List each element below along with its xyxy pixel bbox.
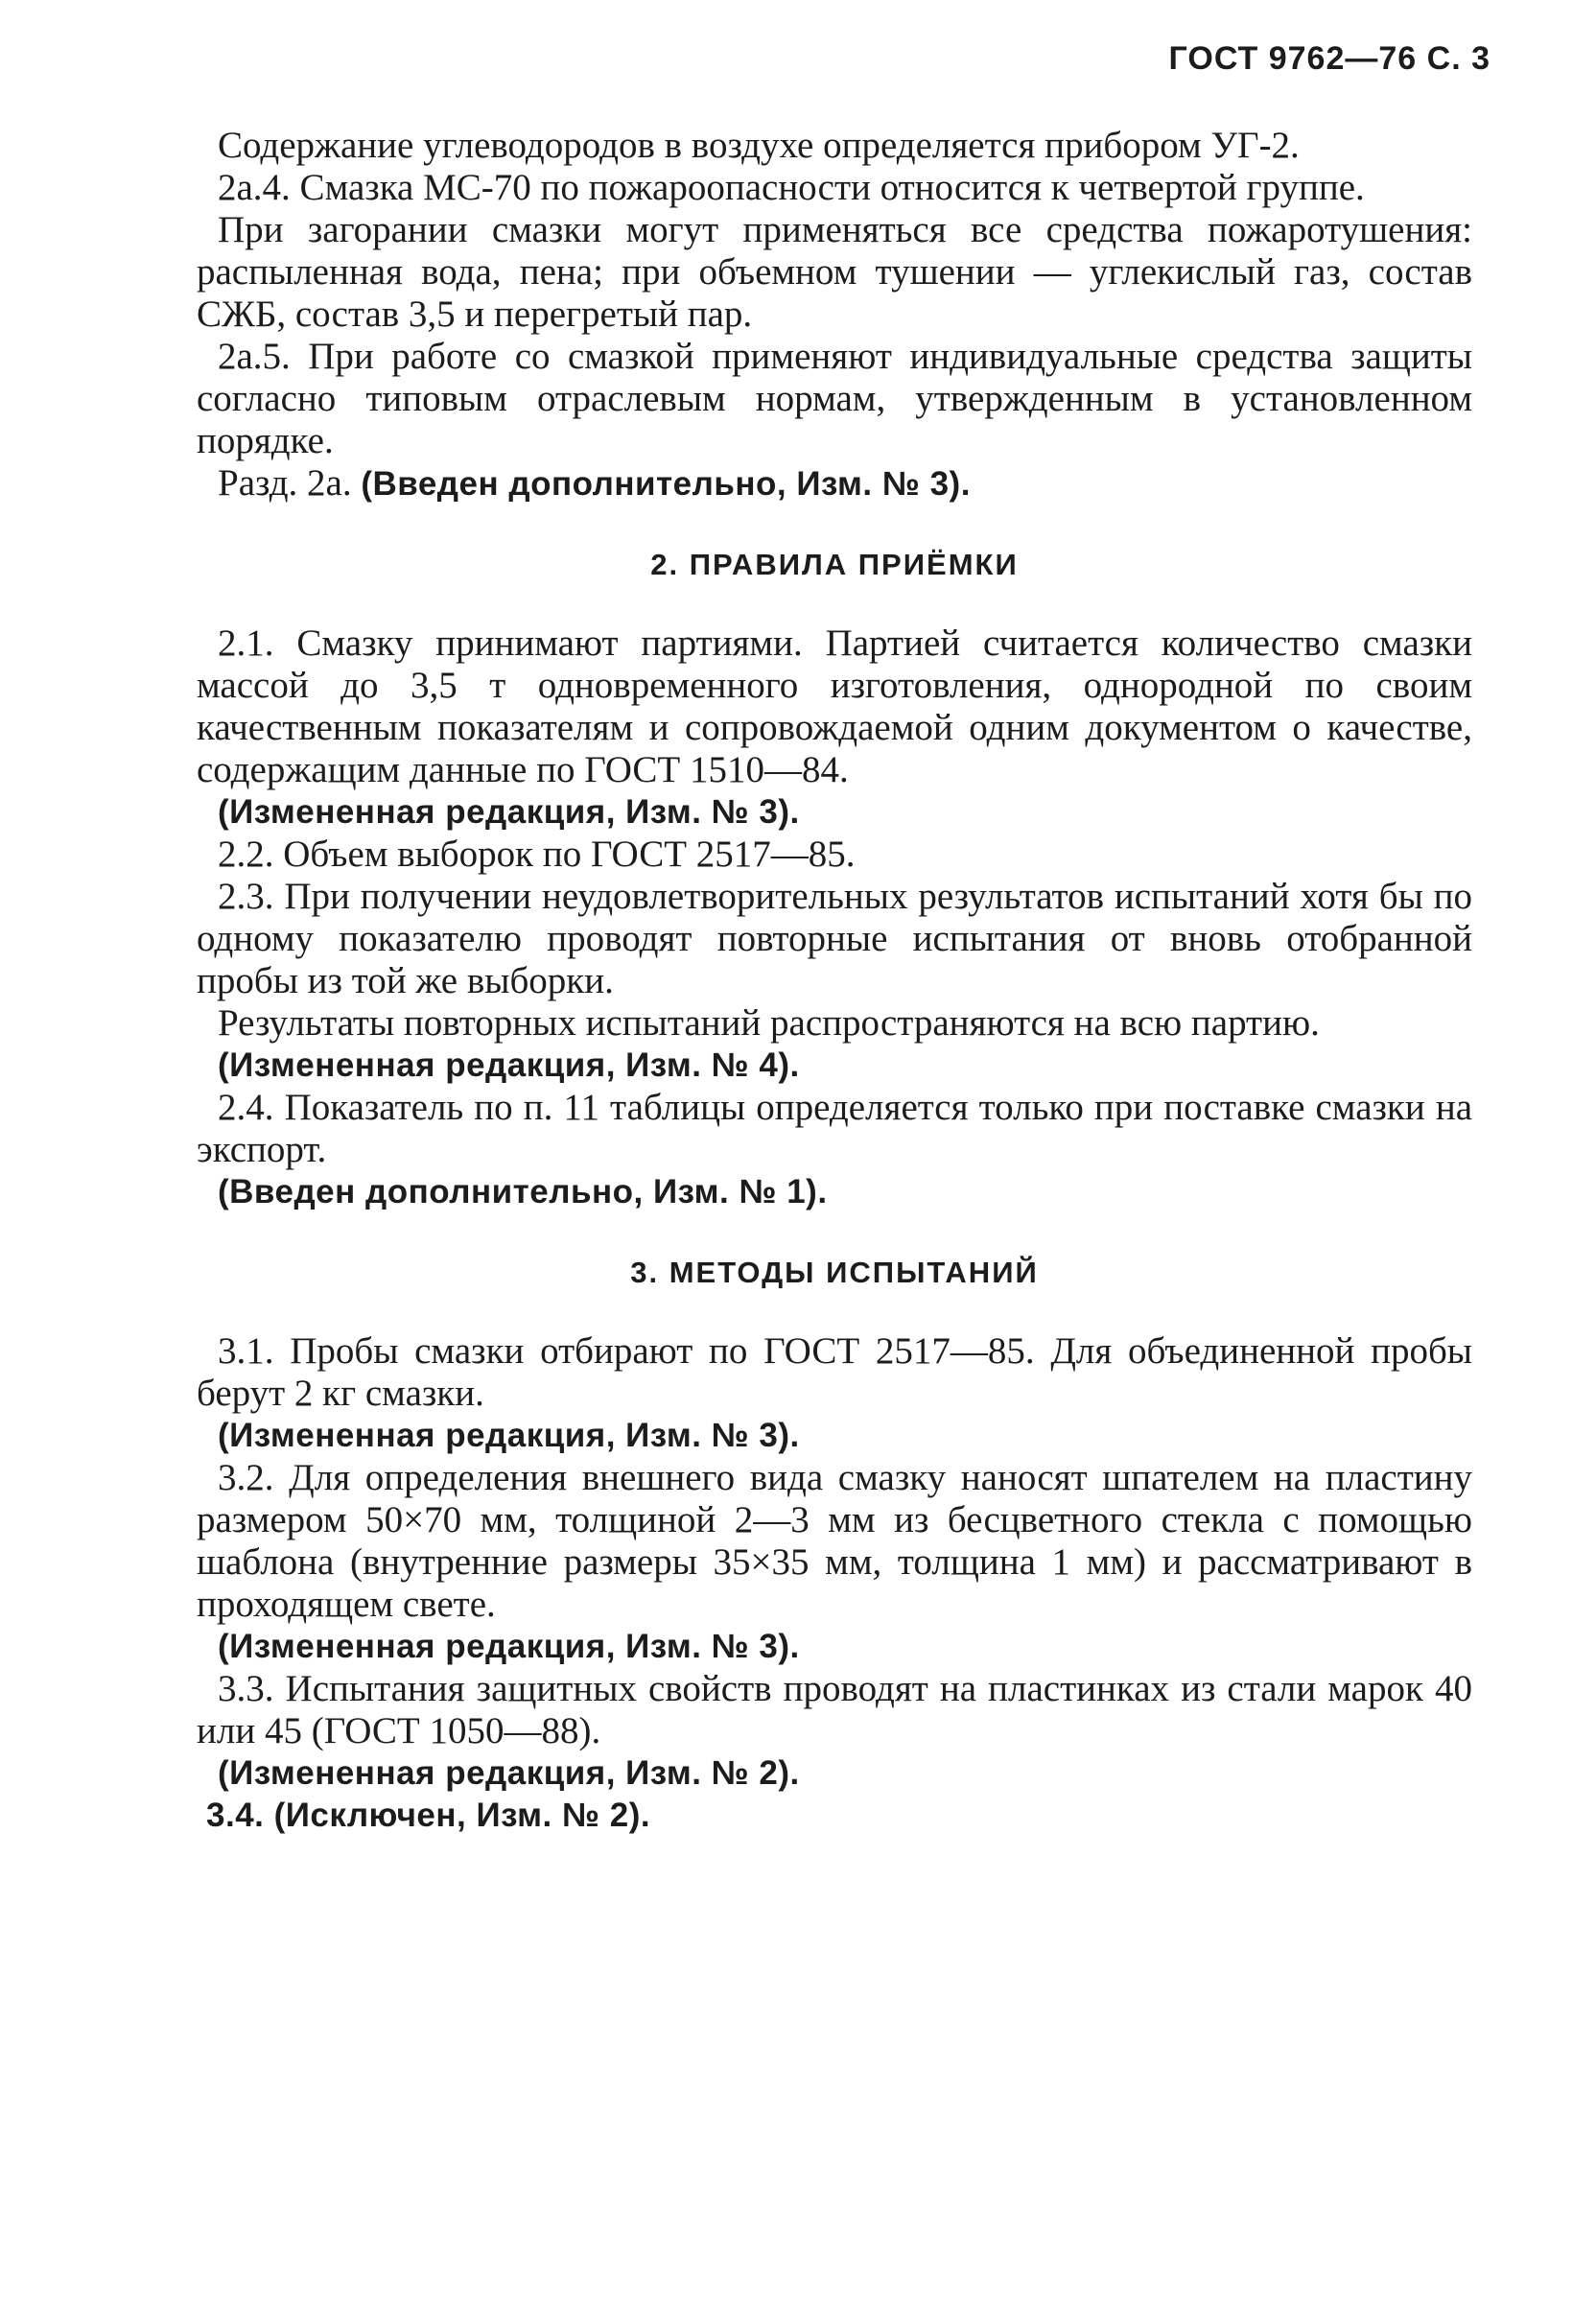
- clause-2-1: 2.1. Смазку принимают партиями. Партией считается количество смазки массой до 3,5 т одновременного изготовления, однородной по своим качественным показателям и сопровождаемой одним документом о качестве, содержащим данные по ГОСТ 1510—84.: [197, 623, 1472, 790]
- document-body: [197, 125, 1472, 1837]
- amendment-note: (Измененная редакция, Изм. № 3).: [218, 793, 800, 831]
- intro-paragraph-2: 2а.4. Смазка МС-70 по пожароопасности относится к четвертой группе.: [218, 167, 1365, 208]
- section-heading-test-methods: 3. МЕТОДЫ ИСПЫТАНИЙ: [630, 1256, 1039, 1289]
- clause-3-1: 3.1. Пробы смазки отбирают по ГОСТ 2517—85. Для объединенной пробы берут 2 кг смазки.: [197, 1330, 1472, 1414]
- intro-paragraph-5: [197, 462, 1472, 505]
- running-header: ГОСТ 9762—76 С. 3: [1168, 40, 1490, 77]
- amendment-note: (Измененная редакция, Изм. № 3).: [218, 1628, 800, 1665]
- amendment-note: (Измененная редакция, Изм. № 3).: [218, 1417, 800, 1454]
- clause-2-3-continued: Результаты повторных испытаний распространяются на всю партию.: [218, 1002, 1320, 1044]
- clause-3-4-excluded: 3.4. (Исключен, Изм. № 2).: [206, 1797, 651, 1834]
- clause-2-3: 2.3. При получении неудовлетворительных результатов испытаний хотя бы по одному показателю проводят повторные испытания от вновь отобранной пробы из той же выборки.: [197, 876, 1472, 1001]
- section-heading-acceptance: 2. ПРАВИЛА ПРИЁМКИ: [650, 548, 1019, 581]
- amendment-note: (Измененная редакция, Изм. № 2).: [218, 1754, 800, 1792]
- clause-2-2: 2.2. Объем выборок по ГОСТ 2517—85.: [218, 834, 856, 875]
- section-ref: Разд. 2а.: [218, 462, 352, 504]
- amendment-note: (Введен дополнительно, Изм. № 1).: [218, 1173, 828, 1210]
- clause-3-3: 3.3. Испытания защитных свойств проводят на пластинках из стали марок 40 или 45 (ГОСТ 1050—88).: [197, 1668, 1472, 1751]
- amendment-note: (Введен дополнительно, Изм. № 3).: [361, 465, 971, 503]
- intro-paragraph-3: При загорании смазки могут применяться все средства пожаротушения: распыленная вода, пена; при объемном тушении — углекислый газ, состав СЖБ, состав 3,5 и перегретый пар.: [197, 209, 1472, 335]
- intro-paragraph-4: 2а.5. При работе со смазкой применяют индивидуальные средства защиты согласно типовым отраслевым нормам, утвержденным в установленном порядке.: [197, 336, 1472, 461]
- amendment-note: (Измененная редакция, Изм. № 4).: [218, 1046, 800, 1084]
- intro-paragraph-1: Содержание углеводородов в воздухе определяется прибором УГ-2.: [218, 125, 1300, 166]
- clause-3-2: 3.2. Для определения внешнего вида смазку наносят шпателем на пластину размером 50×70 мм, толщиной 2—3 мм из бесцветного стекла с помощью шаблона (внутренние размеры 35×35 мм, толщина 1 мм) и рассматривают в проходящем свете.: [197, 1457, 1472, 1625]
- clause-2-4: 2.4. Показатель по п. 11 таблицы определяется только при поставке смазки на экспорт.: [197, 1087, 1472, 1170]
